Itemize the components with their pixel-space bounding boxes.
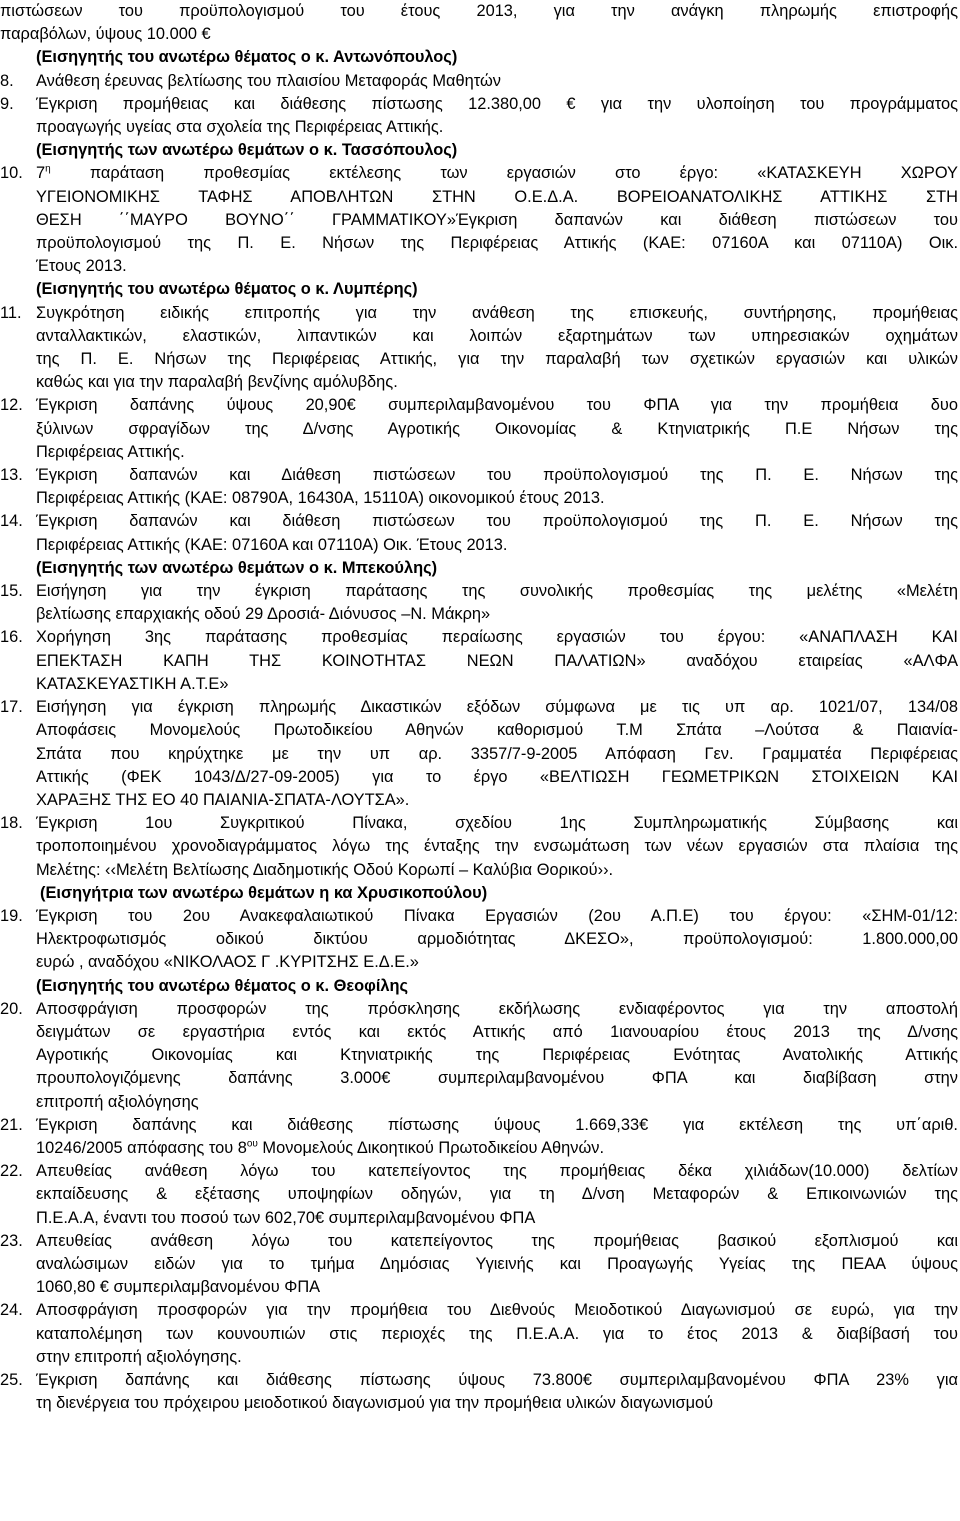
item-line: Έγκριση προμήθειας και διάθεσης πίστωσης 12.380,00 € για την υλοποίηση του προγράμματος [36, 94, 958, 113]
item-line: ανταλλακτικών, ελαστικών, λιπαντικών και λοιπών εξαρτημάτων των υπηρεσιακών οχημάτων [36, 326, 958, 345]
item-line: Αποσφράγιση προσφορών της πρόσκλησης εκδήλωσης ενδιαφέροντος για την αποστολή [36, 999, 958, 1018]
item-line: Έγκριση δαπανών και Διάθεση πιστώσεων του προϋπολογισμού της Π. Ε. Νήσων της [36, 466, 958, 485]
item-number: 19. [0, 906, 23, 925]
item-number: 23. [0, 1231, 23, 1250]
agenda-item [0, 905, 958, 975]
item-line: Εισήγηση για έγκριση πληρωμής Δικαστικών εξόδων σύμφωνα με τις υπ αρ. 1021/07, 134/08 [36, 698, 958, 717]
item-line: καταπολέμηση των κουνουπιών στις περιοχές της Π.Ε.Α.Α. για το έτος 2013 & διαβίβασή του [36, 1324, 958, 1343]
agenda-item [0, 580, 958, 626]
item-line: της Π. Ε. Νήσων της Περιφέρειας Αττικής, για την παραλαβή των σχετικών εργασιών και υλικών [36, 350, 958, 369]
ordinal-superscript: η [45, 163, 51, 175]
item-line: ξύλινων σφραγίδων της Δ/νσης Αγροτικής Οικονομίας & Κτηνιατρικής Π.Ε Νήσων της [36, 419, 958, 438]
item-number: 11. [0, 303, 22, 322]
item-line: Έγκριση 1ου Συγκριτικού Πίνακα, σχεδίου 1ης Συμπληρωματικής Σύμβασης και [36, 814, 958, 833]
item-line: Έγκριση του 2ου Ανακεφαλαιωτικού Πίνακα Εργασιών (2ου Α.Π.Ε) του έργου: «ΣΗΜ-01/12: [36, 906, 958, 925]
agenda-item [0, 464, 958, 510]
item-number: 22. [0, 1162, 23, 1181]
item-line: Σπάτα που κηρύχτηκε με την υπ αρ. 3357/7-9-2005 Απόφαση Γεν. Γραμματέα Περιφέρειας [36, 744, 958, 763]
item-line: επιτροπή αξιολόγησης [36, 1092, 199, 1111]
agenda-item [0, 812, 958, 882]
item-line: Μελέτης: ‹‹Μελέτη Βελτίωσης Διαδημοτικής Οδού Κορωπί – Καλύβια Θορικού››. [36, 860, 614, 879]
item-line: Ηλεκτροφωτισμός οδικού δικτύου αρμοδιότητας ΔΚΕΣΟ», προϋπολογισμού: 1.800.000,00 [36, 930, 958, 949]
item-number: 12. [0, 396, 23, 415]
item-line: ΥΓΕΙΟΝΟΜΙΚΗΣ ΤΑΦΗΣ ΑΠΟΒΛΗΤΩΝ ΣΤΗΝ Ο.Ε.Δ.Α. ΒΟΡΕΙΟΑΝΑΤΟΛΙΚΗΣ ΑΤΤΙΚΗΣ ΣΤΗ [36, 187, 958, 206]
item-line: ευρώ , αναδόχου «ΝΙΚΟΛΑΟΣ Γ .ΚΥΡΙΤΣΗΣ Ε.Δ.Ε.» [36, 953, 419, 972]
item-line: βελτίωσης επαρχιακής οδού 29 Δροσιά- Διόνυσος –Ν. Μάκρη» [36, 605, 491, 624]
rapporteur-line: (Εισηγήτρια των ανωτέρω θεμάτων η κα Χρυσικοπούλου) [40, 883, 488, 902]
agenda-item [0, 1369, 958, 1415]
item-line: 1060,80 € συμπεριλαμβανομένου ΦΠΑ [36, 1278, 321, 1297]
item-number: 8. [0, 71, 14, 90]
item-line: δειγμάτων σε εργαστήρια εντός και εκτός Αττικής από 1ιανουαρίου έτους 2013 της Δ/νσης [36, 1022, 958, 1041]
item-number: 13. [0, 466, 23, 485]
item-line: Εισήγηση για την έγκριση παράτασης της συνολικής προθεσμίας της μελέτης «Μελέτη [36, 582, 958, 601]
item-line: ΘΕΣΗ ΄΄ΜΑΥΡΟ ΒΟΥΝΟ΄΄ ΓΡΑΜΜΑΤΙΚΟΥ»Έγκριση δαπανών και διάθεση πιστώσεων του [36, 210, 958, 229]
item-line: Έγκριση δαπανών και διάθεση πιστώσεων του προϋπολογισμού της Π. Ε. Νήσων της [36, 512, 958, 531]
item-line: Έγκριση δαπάνης και διάθεσης πίστωσης ύψους 73.800€ συμπεριλαμβανομένου ΦΠΑ 23% για [36, 1370, 958, 1389]
agenda-item [0, 70, 958, 93]
item-number: 21. [0, 1115, 23, 1134]
item-line: αναλώσιμων ειδών για το τμήμα Δημόσιας Υγιεινής και Προαγωγής Υγείας της ΠΕΑΑ ύψους [36, 1254, 958, 1273]
item-line: Π.Ε.Α.Α, έναντι του ποσού των 602,70€ συμπεριλαμβανομένου ΦΠΑ [36, 1208, 536, 1227]
item-number: 17. [0, 698, 23, 717]
rapporteur-line: (Εισηγητής του ανωτέρω θέματος ο κ. Αντωνόπουλος) [36, 48, 458, 67]
item-line: Περιφέρειας Αττικής. [36, 442, 185, 461]
item-line: στην επιτροπή αξιολόγησης. [36, 1347, 242, 1366]
rapporteur-line: (Εισηγητής των ανωτέρω θεμάτων ο κ. Τασσόπουλος) [36, 141, 458, 160]
item-line: εκπαίδευσης & εξέτασης υποψηφίων οδηγών, για τη Δ/νση Μεταφορών & Επικοινωνιών της [36, 1185, 958, 1204]
item-line: Έγκριση δαπάνης και διάθεσης πίστωσης ύψους 1.669,33€ για εκτέλεση της υπ΄αριθ. [36, 1115, 958, 1134]
item-line: Απευθείας ανάθεση λόγω του κατεπείγοντος της προμήθειας δέκα χιλιάδων(10.000) δελτίων [36, 1162, 958, 1181]
item-line: Έγκριση δαπάνης ύψους 20,90€ συμπεριλαμβανομένου του ΦΠΑ για την προμήθεια δυο [36, 396, 958, 415]
agenda-item [0, 1114, 958, 1160]
agenda-item [0, 626, 958, 696]
intro-paragraph [0, 0, 958, 46]
item-line: Περιφέρειας Αττικής (ΚΑΕ: 07160Α και 07110Α) Οικ. Έτους 2013. [36, 535, 508, 554]
item-line: Αττικής (ΦΕΚ 1043/Δ/27-09-2005) για το έργο «ΒΕΛΤΙΩΣΗ ΓΕΩΜΕΤΡΙΚΩΝ ΣΤΟΙΧΕΙΩΝ ΚΑΙ [36, 767, 958, 786]
rapporteur-line: (Εισηγητής του ανωτέρω θέματος ο κ. Θεοφίλης [36, 976, 409, 995]
item-number: 18. [0, 814, 23, 833]
item-line: Συγκρότηση ειδικής επιτροπής για την ανάθεση της επισκευής, συντήρησης, προμήθειας [36, 303, 958, 322]
item-line: Αγροτικής Οικονομίας και Κτηνιατρικής της Περιφέρειας Ενότητας Ανατολικής Αττικής [36, 1046, 958, 1065]
item-line: Αποφάσεις Μονομελούς Πρωτοδικείου Αθηνών καθορισμού Τ.Μ Σπάτα –Λούτσα & Παιανία- [36, 721, 958, 740]
intro-line: παραβόλων, ύψους 10.000 € [0, 25, 211, 44]
agenda-item [0, 93, 958, 139]
item-line: Ανάθεση έρευνας βελτίωσης του πλαισίου Μεταφοράς Μαθητών [36, 71, 501, 90]
item-line: Απευθείας ανάθεση λόγω του κατεπείγοντος της προμήθειας βασικού εξοπλισμού και [36, 1231, 958, 1250]
item-line: Έτους 2013. [36, 257, 127, 276]
agenda-item [0, 1230, 958, 1300]
item-line: ΕΠΕΚΤΑΣΗ ΚΑΠΗ ΤΗΣ ΚΟΙΝΟΤΗΤΑΣ ΝΕΩΝ ΠΑΛΑΤΙΩΝ» αναδόχου εταιρείας «ΑΛΦΑ [36, 651, 958, 670]
item-line: ΧΑΡΑΞΗΣ ΤΗΣ ΕΟ 40 ΠΑΙΑΝΙΑ-ΣΠΑΤΑ-ΛΟΥΤΣΑ». [36, 790, 410, 809]
item-number: 15. [0, 582, 23, 601]
item-number: 24. [0, 1301, 23, 1320]
item-line: καθώς και για την παραλαβή βενζίνης αμόλυβδης. [36, 373, 398, 392]
agenda-item [0, 998, 958, 1114]
item-number: 14. [0, 512, 23, 531]
item-line: 10246/2005 απόφασης του $8^{o\upsilon}$ Μονομελούς Δικοητικού Πρωτοδικείου Αθηνών. [36, 1138, 605, 1157]
item-line: Αποσφράγιση προσφορών για την προμήθεια του Διεθνούς Μειοδοτικού Διαγωνισμού σε ευρώ, για την [36, 1301, 958, 1320]
item-line: προαγωγής υγείας στα σχολεία της Περιφέρειας Αττικής. [36, 118, 444, 137]
agenda-item [0, 510, 958, 556]
rapporteur-line: (Εισηγητής των ανωτέρω θεμάτων ο κ. Μπεκούλης) [36, 558, 438, 577]
item-line: ΚΑΤΑΣΚΕΥΑΣΤΙΚΗ Α.Τ.Ε» [36, 674, 229, 693]
item-line: τη διενέργεια του πρόχειρου μειοδοτικού διαγωνισμού για την προμήθεια υλικών διαγωνισμού [36, 1394, 714, 1413]
item-line: Περιφέρειας Αττικής (ΚΑΕ: 08790Α, 16430Α, 15110Α) οικονομικού έτους 2013. [36, 489, 605, 508]
agenda-item [0, 1160, 958, 1230]
item-line: προϋπολογισμού της Π. Ε. Νήσων της Περιφέρειας Αττικής (ΚΑΕ: 07160Α και 07110Α) Οικ. [36, 234, 958, 253]
item-number: 25. [0, 1370, 23, 1389]
item-line: τροποποιημένου χρονοδιαγράμματος λόγω της ένταξης την ενσωμάτωση των νέων εργασιών στα πλαίσια της [36, 837, 958, 856]
rapporteur-line: (Εισηγητής του ανωτέρω θέματος ο κ. Λυμπέρης) [36, 280, 418, 299]
agenda-item [0, 394, 958, 464]
agenda-item [0, 162, 958, 278]
agenda-item [0, 696, 958, 812]
item-number: 16. [0, 628, 23, 647]
agenda-item [0, 1299, 958, 1369]
agenda-item [0, 302, 958, 395]
item-line: $7^\eta$ παράταση προθεσμίας εκτέλεσης των εργασιών στο έργο: «ΚΑΤΑΣΚΕΥΗ ΧΩΡΟΥ [36, 163, 958, 183]
item-number: 20. [0, 999, 23, 1018]
item-line: προυπολογιζόμενης δαπάνης 3.000€ συμπεριλαμβανομένου ΦΠΑ και διαβίβαση στην [36, 1069, 958, 1088]
item-line: Χορήγηση 3ης παράτασης προθεσμίας περαίωσης εργασιών του έργου: «ΑΝΑΠΛΑΣΗ ΚΑΙ [36, 628, 958, 647]
intro-line: πιστώσεων του προϋπολογισμού του έτους 2013, για την ανάγκη πληρωμής επιστροφής [0, 2, 958, 20]
ordinal-superscript: ου [246, 1138, 258, 1150]
item-number: 9. [0, 94, 14, 113]
item-number: 10. [0, 164, 23, 183]
